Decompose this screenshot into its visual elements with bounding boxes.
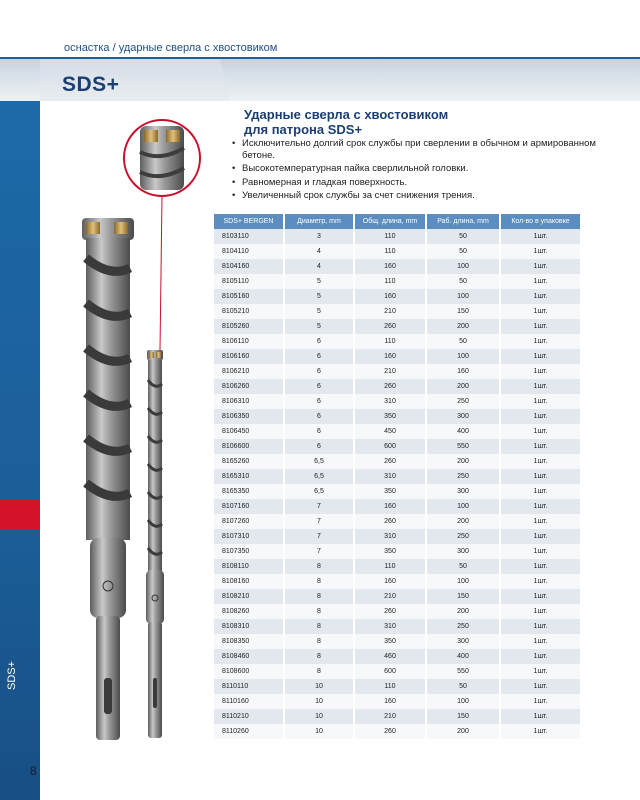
cell-article: 8106350 bbox=[214, 409, 284, 424]
cell-diameter: 8 bbox=[284, 649, 354, 664]
section-marker bbox=[0, 500, 40, 530]
cell-total-length: 260 bbox=[354, 379, 426, 394]
cell-diameter: 10 bbox=[284, 709, 354, 724]
cell-article: 8104160 bbox=[214, 259, 284, 274]
cell-total-length: 260 bbox=[354, 724, 426, 739]
cell-total-length: 260 bbox=[354, 454, 426, 469]
column-header-working-length: Раб. длина, mm bbox=[426, 214, 500, 229]
cell-article: 8105110 bbox=[214, 274, 284, 289]
cell-article: 8108210 bbox=[214, 589, 284, 604]
cell-total-length: 160 bbox=[354, 499, 426, 514]
cell-article: 8110160 bbox=[214, 694, 284, 709]
cell-total-length: 260 bbox=[354, 319, 426, 334]
cell-article: 8105160 bbox=[214, 289, 284, 304]
cell-total-length: 110 bbox=[354, 559, 426, 574]
column-header-package-qty: Кол-во в упаковке bbox=[500, 214, 580, 229]
page-number: 8 bbox=[30, 764, 37, 778]
cell-total-length: 600 bbox=[354, 439, 426, 454]
cell-total-length: 110 bbox=[354, 679, 426, 694]
cell-total-length: 310 bbox=[354, 394, 426, 409]
cell-diameter: 6 bbox=[284, 349, 354, 364]
cell-article: 8108310 bbox=[214, 619, 284, 634]
table-row bbox=[214, 349, 580, 364]
table-row bbox=[214, 334, 580, 349]
column-header-total-length: Общ. длина, mm bbox=[354, 214, 426, 229]
table-row bbox=[214, 634, 580, 649]
cell-working-length: 50 bbox=[426, 559, 500, 574]
cell-working-length: 150 bbox=[426, 709, 500, 724]
table-row bbox=[214, 259, 580, 274]
cell-total-length: 160 bbox=[354, 694, 426, 709]
cell-working-length: 250 bbox=[426, 619, 500, 634]
cell-article: 8165260 bbox=[214, 454, 284, 469]
cell-package-qty: 1шт. bbox=[500, 649, 580, 664]
table-header-row bbox=[214, 214, 580, 229]
cell-package-qty: 1шт. bbox=[500, 724, 580, 739]
cell-diameter: 7 bbox=[284, 499, 354, 514]
cell-diameter: 8 bbox=[284, 574, 354, 589]
cell-working-length: 400 bbox=[426, 424, 500, 439]
cell-diameter: 7 bbox=[284, 514, 354, 529]
cell-package-qty: 1шт. bbox=[500, 349, 580, 364]
table-row bbox=[214, 649, 580, 664]
section-title: SDS+ bbox=[62, 73, 120, 96]
cell-diameter: 6 bbox=[284, 394, 354, 409]
cell-package-qty: 1шт. bbox=[500, 529, 580, 544]
table-row bbox=[214, 574, 580, 589]
cell-package-qty: 1шт. bbox=[500, 514, 580, 529]
cell-total-length: 160 bbox=[354, 574, 426, 589]
cell-package-qty: 1шт. bbox=[500, 439, 580, 454]
cell-working-length: 250 bbox=[426, 529, 500, 544]
cell-total-length: 350 bbox=[354, 409, 426, 424]
cell-article: 8108600 bbox=[214, 664, 284, 679]
cell-package-qty: 1шт. bbox=[500, 289, 580, 304]
cell-total-length: 210 bbox=[354, 364, 426, 379]
drill-large-image bbox=[82, 218, 134, 740]
cell-working-length: 100 bbox=[426, 349, 500, 364]
cell-total-length: 110 bbox=[354, 274, 426, 289]
cell-article: 8107260 bbox=[214, 514, 284, 529]
cell-diameter: 3 bbox=[284, 229, 354, 244]
cell-working-length: 300 bbox=[426, 409, 500, 424]
cell-diameter: 8 bbox=[284, 634, 354, 649]
cell-working-length: 100 bbox=[426, 574, 500, 589]
table-row bbox=[214, 454, 580, 469]
cell-working-length: 200 bbox=[426, 319, 500, 334]
table-row bbox=[214, 589, 580, 604]
cell-working-length: 550 bbox=[426, 664, 500, 679]
cell-package-qty: 1шт. bbox=[500, 589, 580, 604]
cell-package-qty: 1шт. bbox=[500, 559, 580, 574]
table-row bbox=[214, 424, 580, 439]
cell-package-qty: 1шт. bbox=[500, 634, 580, 649]
cell-total-length: 260 bbox=[354, 514, 426, 529]
cell-diameter: 6,5 bbox=[284, 454, 354, 469]
cell-total-length: 110 bbox=[354, 229, 426, 244]
cell-total-length: 160 bbox=[354, 259, 426, 274]
cell-working-length: 400 bbox=[426, 649, 500, 664]
cell-working-length: 200 bbox=[426, 379, 500, 394]
feature-list bbox=[232, 138, 622, 204]
table-row bbox=[214, 514, 580, 529]
cell-package-qty: 1шт. bbox=[500, 229, 580, 244]
cell-diameter: 6,5 bbox=[284, 484, 354, 499]
cell-diameter: 10 bbox=[284, 724, 354, 739]
cell-package-qty: 1шт. bbox=[500, 409, 580, 424]
cell-article: 8165310 bbox=[214, 469, 284, 484]
cell-article: 8107310 bbox=[214, 529, 284, 544]
feature-item: • Увеличенный срок службы за счет снижения трения. bbox=[232, 190, 622, 202]
cell-diameter: 6 bbox=[284, 364, 354, 379]
cell-total-length: 110 bbox=[354, 244, 426, 259]
table-row bbox=[214, 304, 580, 319]
product-heading bbox=[244, 107, 624, 137]
cell-working-length: 150 bbox=[426, 304, 500, 319]
cell-total-length: 110 bbox=[354, 334, 426, 349]
cell-total-length: 350 bbox=[354, 544, 426, 559]
cell-article: 8108160 bbox=[214, 574, 284, 589]
cell-package-qty: 1шт. bbox=[500, 454, 580, 469]
cell-article: 8107350 bbox=[214, 544, 284, 559]
tip-closeup-image bbox=[124, 120, 200, 350]
cell-package-qty: 1шт. bbox=[500, 484, 580, 499]
cell-total-length: 460 bbox=[354, 649, 426, 664]
cell-article: 8110210 bbox=[214, 709, 284, 724]
cell-package-qty: 1шт. bbox=[500, 364, 580, 379]
table-row bbox=[214, 724, 580, 739]
cell-diameter: 8 bbox=[284, 559, 354, 574]
table-row bbox=[214, 709, 580, 724]
table-body bbox=[214, 229, 580, 739]
cell-working-length: 200 bbox=[426, 604, 500, 619]
drill-illustration bbox=[60, 118, 240, 758]
sidebar-vertical-label: SDS+ bbox=[6, 660, 18, 690]
cell-total-length: 600 bbox=[354, 664, 426, 679]
cell-article: 8106110 bbox=[214, 334, 284, 349]
cell-total-length: 350 bbox=[354, 484, 426, 499]
sidebar-band bbox=[0, 101, 40, 800]
cell-diameter: 5 bbox=[284, 274, 354, 289]
table-row bbox=[214, 559, 580, 574]
cell-article: 8165350 bbox=[214, 484, 284, 499]
table-row bbox=[214, 439, 580, 454]
table-row bbox=[214, 379, 580, 394]
cell-total-length: 210 bbox=[354, 709, 426, 724]
cell-working-length: 300 bbox=[426, 484, 500, 499]
cell-package-qty: 1шт. bbox=[500, 694, 580, 709]
cell-article: 8105260 bbox=[214, 319, 284, 334]
cell-diameter: 10 bbox=[284, 679, 354, 694]
cell-total-length: 310 bbox=[354, 529, 426, 544]
cell-diameter: 5 bbox=[284, 319, 354, 334]
cell-package-qty: 1шт. bbox=[500, 499, 580, 514]
cell-article: 8106600 bbox=[214, 439, 284, 454]
cell-article: 8110110 bbox=[214, 679, 284, 694]
table-row bbox=[214, 364, 580, 379]
cell-diameter: 6 bbox=[284, 424, 354, 439]
cell-package-qty: 1шт. bbox=[500, 334, 580, 349]
heading-line-1: Ударные сверла с хвостовиком bbox=[244, 107, 449, 122]
cell-article: 8103110 bbox=[214, 229, 284, 244]
cell-working-length: 100 bbox=[426, 499, 500, 514]
cell-working-length: 160 bbox=[426, 364, 500, 379]
table-row bbox=[214, 529, 580, 544]
cell-package-qty: 1шт. bbox=[500, 274, 580, 289]
cell-package-qty: 1шт. bbox=[500, 544, 580, 559]
cell-package-qty: 1шт. bbox=[500, 604, 580, 619]
breadcrumb: оснастка / ударные сверла с хвостовиком bbox=[64, 42, 278, 54]
cell-article: 8105210 bbox=[214, 304, 284, 319]
cell-total-length: 260 bbox=[354, 604, 426, 619]
cell-article: 8106210 bbox=[214, 364, 284, 379]
cell-article: 8108350 bbox=[214, 634, 284, 649]
heading-line-2: для патрона SDS+ bbox=[244, 122, 363, 137]
cell-package-qty: 1шт. bbox=[500, 244, 580, 259]
cell-total-length: 310 bbox=[354, 619, 426, 634]
cell-article: 8108260 bbox=[214, 604, 284, 619]
cell-total-length: 160 bbox=[354, 349, 426, 364]
cell-diameter: 5 bbox=[284, 289, 354, 304]
cell-package-qty: 1шт. bbox=[500, 394, 580, 409]
cell-diameter: 7 bbox=[284, 529, 354, 544]
cell-package-qty: 1шт. bbox=[500, 679, 580, 694]
cell-total-length: 450 bbox=[354, 424, 426, 439]
cell-total-length: 210 bbox=[354, 304, 426, 319]
cell-package-qty: 1шт. bbox=[500, 709, 580, 724]
cell-article: 8110260 bbox=[214, 724, 284, 739]
cell-total-length: 350 bbox=[354, 634, 426, 649]
cell-article: 8106160 bbox=[214, 349, 284, 364]
cell-article: 8106450 bbox=[214, 424, 284, 439]
cell-diameter: 6 bbox=[284, 379, 354, 394]
table-row bbox=[214, 499, 580, 514]
cell-article: 8106310 bbox=[214, 394, 284, 409]
cell-working-length: 100 bbox=[426, 694, 500, 709]
table-row bbox=[214, 289, 580, 304]
cell-working-length: 200 bbox=[426, 724, 500, 739]
cell-working-length: 300 bbox=[426, 544, 500, 559]
cell-diameter: 6 bbox=[284, 409, 354, 424]
cell-package-qty: 1шт. bbox=[500, 664, 580, 679]
column-header-article: SDS+ BERGEN bbox=[214, 214, 284, 229]
cell-total-length: 310 bbox=[354, 469, 426, 484]
cell-package-qty: 1шт. bbox=[500, 379, 580, 394]
cell-working-length: 50 bbox=[426, 244, 500, 259]
cell-package-qty: 1шт. bbox=[500, 304, 580, 319]
drill-small-image bbox=[146, 350, 164, 738]
table-row bbox=[214, 484, 580, 499]
feature-item: • Высокотемпературная пайка сверлильной головки. bbox=[232, 163, 622, 175]
cell-diameter: 7 bbox=[284, 544, 354, 559]
cell-working-length: 50 bbox=[426, 274, 500, 289]
cell-total-length: 210 bbox=[354, 589, 426, 604]
cell-diameter: 5 bbox=[284, 304, 354, 319]
cell-diameter: 4 bbox=[284, 244, 354, 259]
cell-package-qty: 1шт. bbox=[500, 469, 580, 484]
cell-working-length: 50 bbox=[426, 334, 500, 349]
cell-working-length: 250 bbox=[426, 469, 500, 484]
table-row bbox=[214, 394, 580, 409]
cell-article: 8108460 bbox=[214, 649, 284, 664]
cell-diameter: 8 bbox=[284, 589, 354, 604]
table-row bbox=[214, 274, 580, 289]
cell-diameter: 8 bbox=[284, 604, 354, 619]
cell-article: 8107160 bbox=[214, 499, 284, 514]
feature-item: • Равномерная и гладкая поверхность. bbox=[232, 177, 622, 189]
cell-article: 8108110 bbox=[214, 559, 284, 574]
table-row bbox=[214, 604, 580, 619]
product-table bbox=[214, 214, 580, 739]
table-row bbox=[214, 319, 580, 334]
table-row bbox=[214, 664, 580, 679]
feature-item: • Исключительно долгий срок службы при сверлении в обычном и армированном бетоне. bbox=[232, 138, 622, 161]
table-row bbox=[214, 544, 580, 559]
table-row bbox=[214, 409, 580, 424]
cell-working-length: 550 bbox=[426, 439, 500, 454]
cell-working-length: 100 bbox=[426, 289, 500, 304]
cell-diameter: 8 bbox=[284, 664, 354, 679]
table-row bbox=[214, 694, 580, 709]
column-header-diameter: Диаметр, mm bbox=[284, 214, 354, 229]
cell-diameter: 6 bbox=[284, 334, 354, 349]
cell-working-length: 300 bbox=[426, 634, 500, 649]
cell-diameter: 10 bbox=[284, 694, 354, 709]
cell-working-length: 250 bbox=[426, 394, 500, 409]
table-row bbox=[214, 244, 580, 259]
cell-diameter: 4 bbox=[284, 259, 354, 274]
cell-working-length: 50 bbox=[426, 229, 500, 244]
table-row bbox=[214, 619, 580, 634]
cell-working-length: 100 bbox=[426, 259, 500, 274]
cell-working-length: 200 bbox=[426, 454, 500, 469]
cell-working-length: 150 bbox=[426, 589, 500, 604]
cell-package-qty: 1шт. bbox=[500, 259, 580, 274]
cell-total-length: 160 bbox=[354, 289, 426, 304]
cell-package-qty: 1шт. bbox=[500, 319, 580, 334]
cell-diameter: 6,5 bbox=[284, 469, 354, 484]
table-row bbox=[214, 679, 580, 694]
cell-article: 8104110 bbox=[214, 244, 284, 259]
cell-article: 8106260 bbox=[214, 379, 284, 394]
cell-package-qty: 1шт. bbox=[500, 424, 580, 439]
table-row bbox=[214, 469, 580, 484]
cell-diameter: 8 bbox=[284, 619, 354, 634]
cell-package-qty: 1шт. bbox=[500, 574, 580, 589]
table-row bbox=[214, 229, 580, 244]
cell-package-qty: 1шт. bbox=[500, 619, 580, 634]
cell-working-length: 50 bbox=[426, 679, 500, 694]
cell-diameter: 6 bbox=[284, 439, 354, 454]
cell-working-length: 200 bbox=[426, 514, 500, 529]
